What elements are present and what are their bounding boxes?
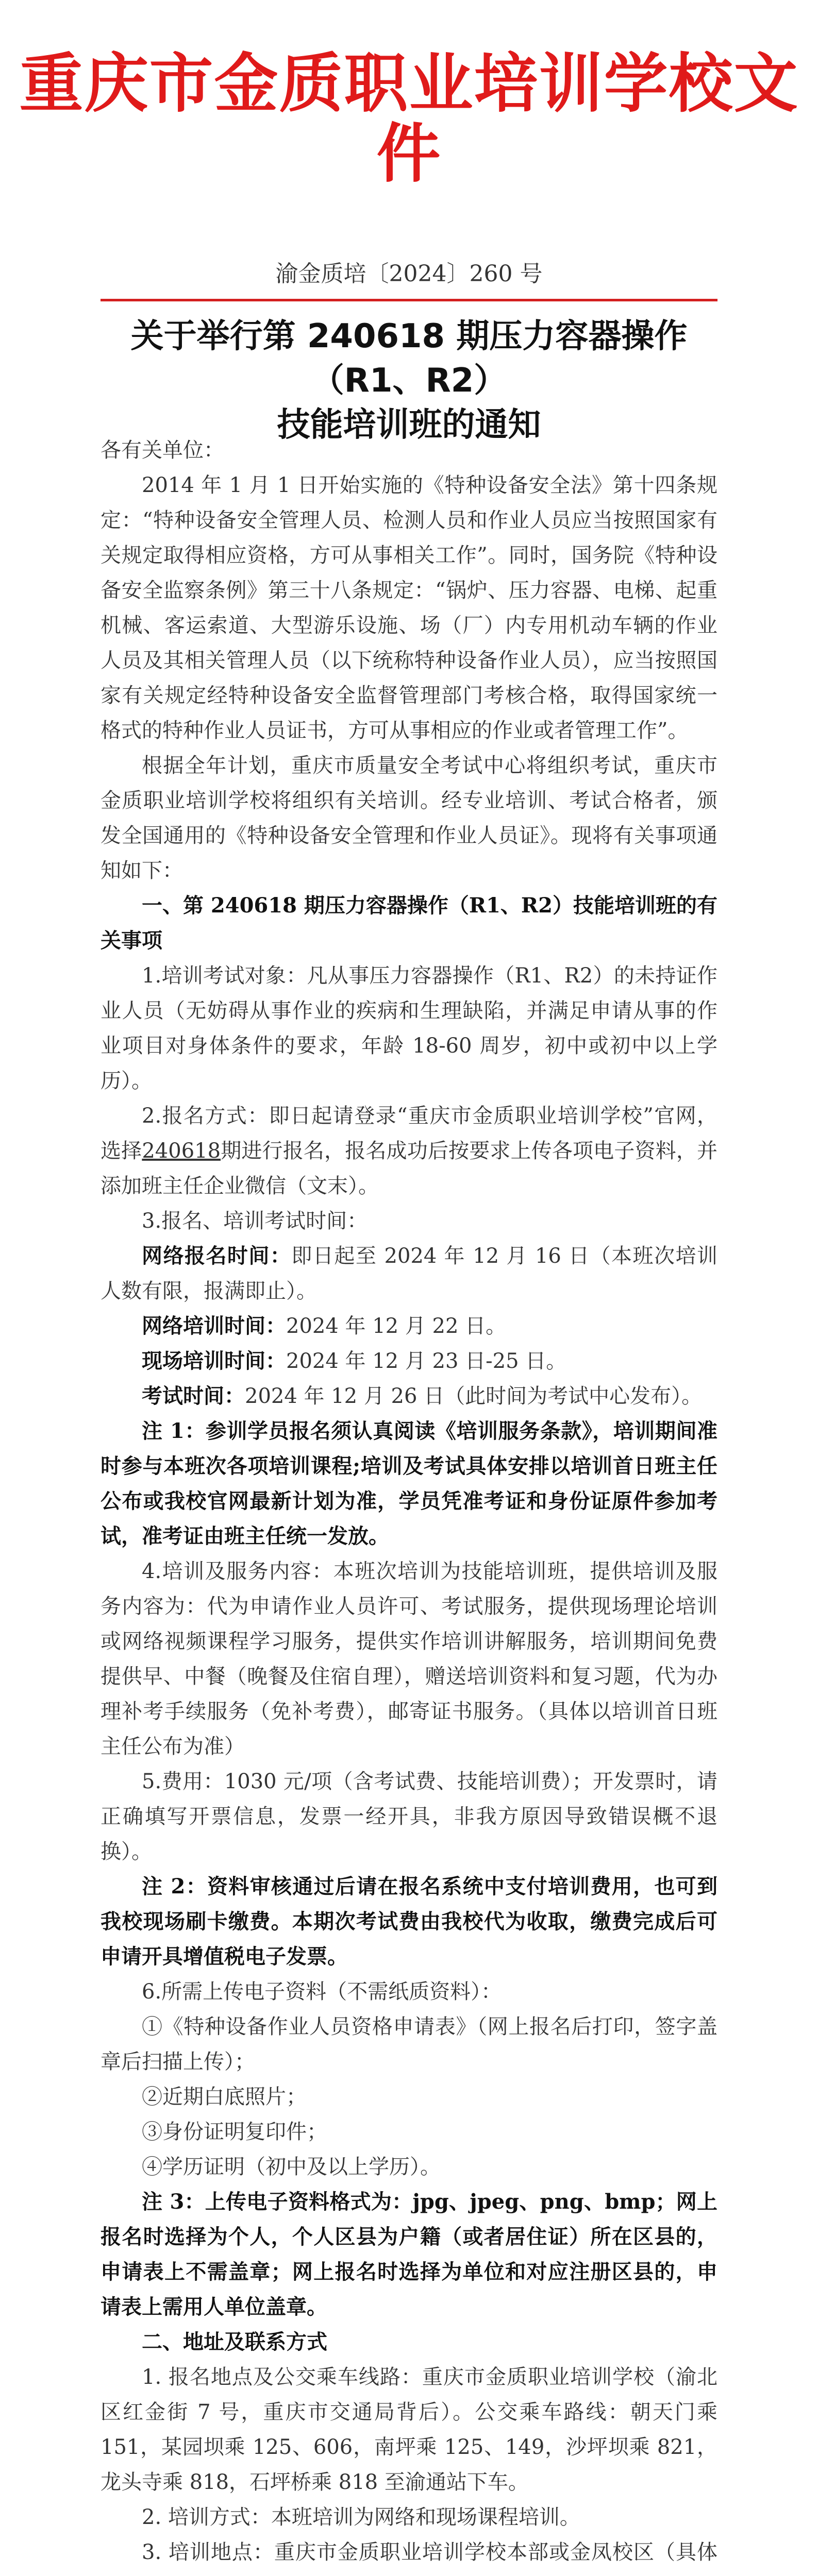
document-header-title: 重庆市金质职业培训学校文件 [19,47,799,192]
intro-paragraph-1: 2014 年 1 月 1 日开始实施的《特种设备安全法》第十四条规定：“特种设备安全管理人员、检测人员和作业人员应当按照国家有关规定取得相应资格，方可从事相关工作”。同时，国务院《特种设备安全监察条例》第三十八条规定：“锅炉、压力容器、电梯、起重机械、客运索道、大型游乐设施、场（厂）内专用机动车辆的作业人员及其相关管理人员（以下统称特种设备作业人员），应当按照国家有关规定经特种设备安全监督管理部门考核合格，取得国家统一格式的特种作业人员证书，方可从事相应的作业或者管理工作”。 [101,473,717,742]
s1-item-1: 1.培训考试对象：凡从事压力容器操作（R1、R2）的未持证作业人员（无妨碍从事作业的疾病和生理缺陷，并满足申请从事的作业项目对身体条件的要求，年龄 18-60 周岁，初中或初中以上学历）。 [101,964,717,1093]
section-1-heading: 一、第 240618 期压力容器操作（R1、R2）技能培训班的有关事项 [101,893,717,953]
note-3: 注 3：上传电子资料格式为：jpg、jpeg、png、bmp；网上报名时选择为个人，个人区县为户籍（或者居住证）所在区县的，申请表上不需盖章；网上报名时选择为单位和对应注册区县的，申请表上需用人单位盖章。 [101,2190,717,2319]
s1-item-6-4: ④学历证明（初中及以上学历）。 [142,2155,441,2179]
s1-item-4: 4.培训及服务内容：本班次培训为技能培训班，提供培训及服务内容为：代为申请作业人员许可、考试服务，提供现场理论培训或网络视频课程学习服务，提供实作培训讲解服务，培训期间免费提供早、中餐（晚餐及住宿自理），赠送培训资料和复习题，代为办理补考手续服务（免补考费），邮寄证书服务。（具体以培训首日班主任公布为准） [101,1560,717,1758]
exam-time-value: 2024 年 12 月 26 日（此时间为考试中心发布）。 [245,1384,703,1408]
s1-item-6: 6.所需上传电子资料（不需纸质资料）： [142,1980,502,2004]
notice-title-line1: 关于举行第 240618 期压力容器操作（R1、R2） [130,317,688,400]
s1-item-6-1: ①《特种设备作业人员资格申请表》（网上报名后打印，签字盖章后扫描上传）； [101,2015,717,2074]
registration-time-value: 即日起至 2024 年 12 月 16 日（本班次培训人数有限，报满即止）。 [101,1244,717,1303]
exam-time-label: 考试时间： [142,1384,245,1408]
onsite-training-label: 现场培训时间： [142,1349,286,1373]
notice-title [77,314,741,447]
onsite-training-value: 2024 年 12 月 23 日-25 日。 [286,1349,567,1373]
s1-item-3: 3.报名、培训考试时间： [142,1209,368,1233]
s1-item-5: 5.费用：1030 元/项（含考试费、技能培训费）；开发票时，请正确填写开票信息，发票一经开具，非我方原因导致错误概不退换）。 [101,1770,717,1863]
notice-body [101,433,717,2576]
section-2-heading: 二、地址及联系方式 [142,2330,327,2354]
red-divider [101,299,717,301]
s2-item-1: 1. 报名地点及公交乘车线路：重庆市金质职业培训学校（渝北区红金街 7 号，重庆市交通局背后）。公交乘车路线：朝天门乘 151，某园坝乘 125、606，南坪乘 125、149，沙坪坝乘 821，龙头寺乘 818，石坪桥乘 818 至渝通站下车。 [101,2365,717,2494]
s1-item-2 [101,1098,717,1204]
online-training-value: 2024 年 12 月 22 日。 [286,1314,507,1338]
document-number: 渝金质培〔2024〕260 号 [275,261,543,287]
intro-paragraph-2: 根据全年计划，重庆市质量安全考试中心将组织考试，重庆市金质职业培训学校将组织有关培训。经专业培训、考试合格者，颁发全国通用的《特种设备安全管理和作业人员证》。现将有关事项通知如下： [101,754,717,883]
s1-item-2-text-a: 2.报名方式：即日起请登录“重庆市金质职业培训学校”官网，选择 [101,1104,717,1163]
s1-item-6-3: ③身份证明复印件； [142,2120,327,2144]
s2-item-3: 3. 培训地点：重庆市金质职业培训学校本部或金凤校区（具体 [142,2540,717,2564]
note-1: 注 1：参训学员报名须认真阅读《培训服务条款》，培训期间准时参与本班次各项培训课程;培训及考试具体安排以培训首日班主任公布或我校官网最新计划为准，学员凭准考证和身份证原件参加考试，准考证由班主任统一发放。 [101,1419,717,1548]
registration-time-label: 网络报名时间： [142,1244,292,1268]
s1-item-6-2: ②近期白底照片； [142,2085,307,2109]
salutation: 各有关单位： [101,438,224,462]
exam-time [101,1379,717,1414]
s1-item-2-text-b: 期进行报名，报名成功后按要求上传各项电子资料，并添加班主任企业微信（文末）。 [101,1139,718,1198]
onsite-training-time [101,1344,717,1379]
online-training-time [101,1309,717,1344]
notice-title-line2: 技能培训班的通知 [277,406,541,444]
batch-number: 240618 [142,1139,221,1163]
online-training-label: 网络培训时间： [142,1314,286,1338]
s2-item-2: 2. 培训方式：本班培训为网络和现场课程培训。 [142,2505,580,2529]
note-2: 注 2：资料审核通过后请在报名系统中支付培训费用，也可到我校现场刷卡缴费。本期次考试费由我校代为收取，缴费完成后可申请开具增值税电子发票。 [101,1874,717,1969]
registration-time [101,1239,717,1309]
